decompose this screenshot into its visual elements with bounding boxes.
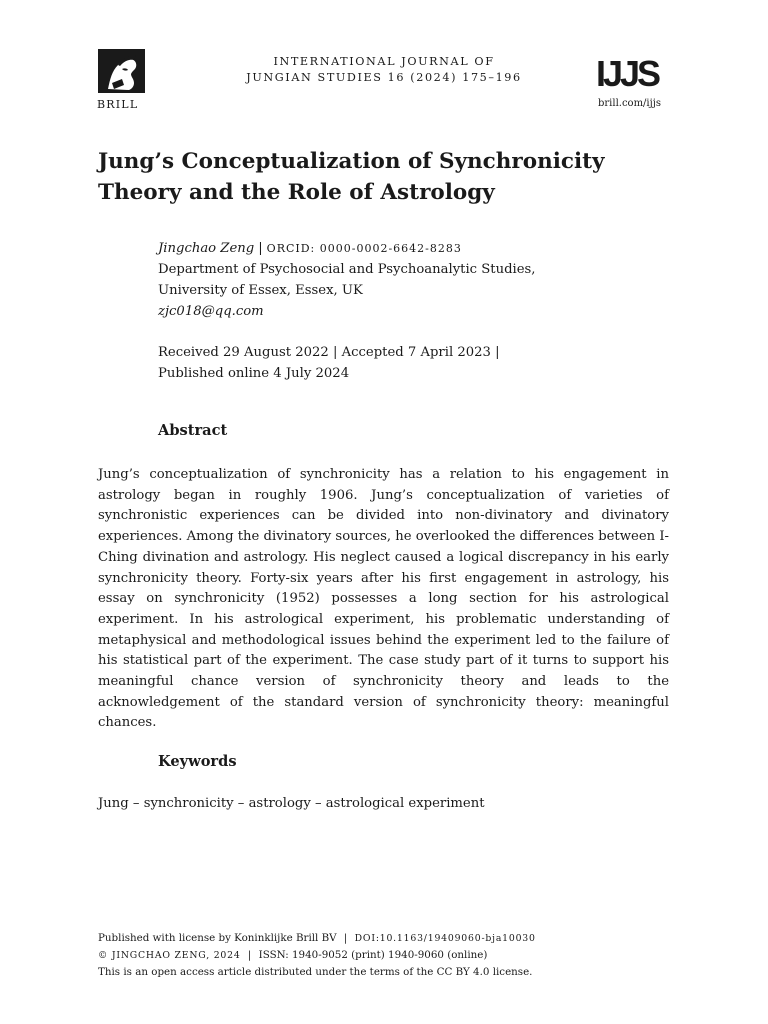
abstract-heading: Abstract (158, 422, 228, 439)
journal-website-link[interactable]: brill.com/ijjs (598, 98, 661, 109)
license-text: Published with license by Koninklijke Brill BV (98, 932, 337, 944)
separator: | (247, 949, 252, 961)
author-name: Jingchao Zeng (158, 241, 255, 256)
journal-name-line: INTERNATIONAL JOURNAL OF (273, 55, 495, 68)
separator: | (343, 932, 348, 944)
keywords-heading: Keywords (158, 753, 237, 770)
published-date: Published online 4 July 2024 (158, 366, 350, 381)
orcid-link[interactable]: ORCID: 0000-0002-6642-8283 (266, 242, 462, 255)
received-accepted-dates: Received 29 August 2022 | Accepted 7 April 2023 | (158, 345, 500, 360)
author-email-link[interactable]: zjc018@qq.com (158, 304, 264, 319)
copyright-text: © JINGCHAO ZENG, 2024 (98, 950, 241, 961)
ijjs-journal-logo (596, 56, 660, 90)
author-block (158, 238, 658, 322)
abstract-text: Jung’s conceptualization of synchronicity has a relation to his engagement in astrology began in roughly 1906. Jung’s conceptualization of varieties of synchronistic experiences can be divided into non-divinatory and divinatory experiences. Among the divinatory sources, he overlooked the differences between I-Ching divination and astrology. His neglect caused a logical discrepancy in his early synchronicity theory. Forty-six years after his first engagement in astrology, his essay on synchronicity (1952) possesses a long section for his astrological experiment. In his astrological experiment, his problematic understanding of metaphysical and methodological issues behind the experiment led to the failure of his statistical part of the experiment. The case study part of it turns to support his meaningful chance version of synchronicity theory and leads to the acknowledgement of the standard version of synchronicity theory: meaningful chances. (98, 467, 669, 731)
separator: | (258, 241, 263, 256)
footer-license-info (98, 930, 698, 981)
publisher-name: BRILL (97, 98, 139, 111)
article-title: Jung’s Conceptualization of Synchronicity Theory and the Role of Astrology (98, 149, 605, 205)
doi-link[interactable]: DOI:10.1163/19409060-bja10030 (354, 933, 536, 944)
author-university: University of Essex, Essex, UK (158, 283, 363, 298)
author-line (158, 238, 658, 259)
ijjs-logo-text: IJJS (596, 56, 659, 90)
journal-volume-line: JUNGIAN STUDIES 16 (2024) 175–196 (246, 71, 522, 84)
publication-dates (158, 342, 538, 384)
open-access-notice: This is an open access article distributed under the terms of the CC BY 4.0 license. (98, 966, 533, 978)
footer-line-2 (98, 947, 698, 964)
athena-head-icon (98, 49, 145, 93)
journal-citation (230, 54, 538, 86)
brill-logo (98, 49, 145, 93)
author-department: Department of Psychosocial and Psychoanalytic Studies, (158, 262, 536, 277)
footer-line-1 (98, 930, 698, 947)
keywords-text: Jung – synchronicity – astrology – astrological experiment (98, 796, 485, 811)
issn-text: ISSN: 1940-9052 (print) 1940-9060 (online) (258, 949, 488, 961)
